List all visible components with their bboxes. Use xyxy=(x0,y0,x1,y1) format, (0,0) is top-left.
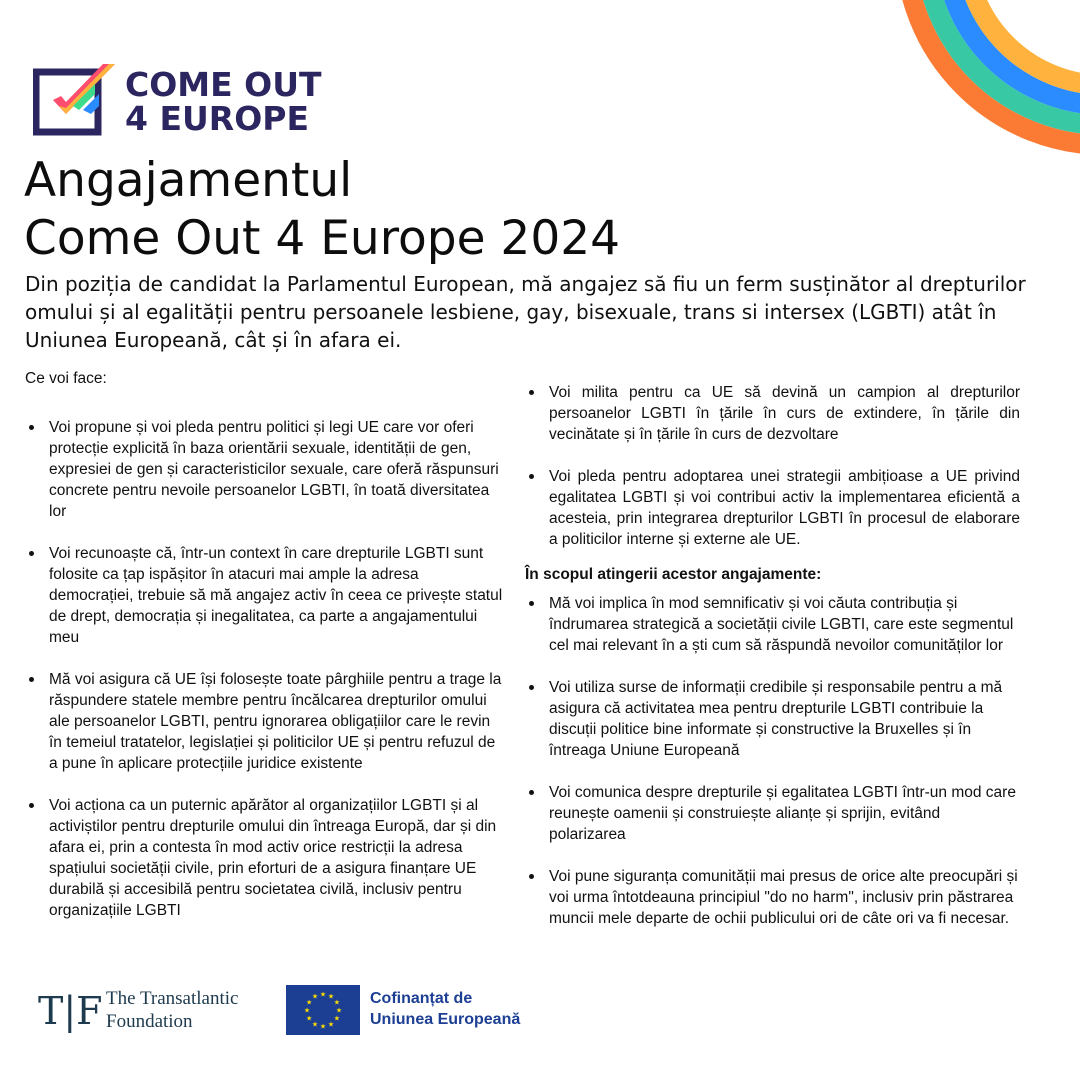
eu-cofunded-label xyxy=(370,988,520,1030)
eu-line-1: Cofinanțat de xyxy=(370,990,473,1007)
eu-star: ★ xyxy=(327,1021,335,1029)
list-item: Voi pune siguranța comunității mai presus de orice alte preocupări și voi urma întotdeauna principiul "do no harm", inclusiv prin păstrarea muncii mele departe de ochii publicului ori de câte ori va fi necesar. xyxy=(525,866,1020,929)
transatlantic-foundation-logo xyxy=(38,985,278,1035)
title-line-1: Angajamentul xyxy=(24,153,353,208)
checkbox-rainbow-icon xyxy=(33,62,119,138)
page-title xyxy=(24,152,620,268)
list-item: Voi utiliza surse de informații credibile și responsabile pentru a mă asigura că activitatea mea pentru drepturile LGBTI contribuie la discuții politice bine informate și constructive la Bruxelles și în întreaga Uniune Europeană xyxy=(525,677,1020,761)
rainbow-arc-decoration xyxy=(900,0,1080,160)
tf-wordmark xyxy=(106,987,238,1033)
right-column xyxy=(525,382,1020,950)
list-item: Voi propune și voi pleda pentru politici și legi UE care vor oferi protecție explicită în baza orientării sexuale, identității de gen, expresiei de gen și caracteristicilor sexuale, care oferă răspunsuri concrete pentru nevoile persoanelor LGBTI, în toată diversitatea lor xyxy=(25,417,505,522)
tf-line-2: Foundation xyxy=(106,1011,193,1032)
eu-star: ★ xyxy=(327,993,335,1001)
eu-star: ★ xyxy=(306,999,313,1007)
eu-star: ★ xyxy=(311,1021,319,1029)
eu-star: ★ xyxy=(311,993,319,1001)
left-column xyxy=(25,368,505,942)
eu-star: ★ xyxy=(303,1007,311,1015)
commitments-list-continued xyxy=(525,382,1020,550)
eu-flag-icon xyxy=(286,985,360,1035)
list-item: Voi milita pentru ca UE să devină un campion al drepturilor persoanelor LGBTI în țările în curs de extindere, în țările din vecinătate și în țările în curs de dezvoltare xyxy=(525,382,1020,445)
come-out-4-europe-logo xyxy=(33,62,353,142)
eu-star: ★ xyxy=(333,999,340,1007)
eu-line-2: Uniunea Europeană xyxy=(370,1011,521,1028)
logo-line-1: COME OUT xyxy=(125,65,322,104)
eu-star: ★ xyxy=(333,1015,340,1023)
actions-list xyxy=(525,593,1020,929)
list-item: Mă voi implica în mod semnificativ și voi căuta contribuția și îndrumarea strategică a societății civile LGBTI, care este segmentul cel mai relevant în a ști cum să răspundă nevoilor comunităților lor xyxy=(525,593,1020,656)
list-item: Voi pleda pentru adoptarea unei strategii ambițioase a UE privind egalitatea LGBTI și voi contribui activ la implementarea eficientă a acesteia, prin integrarea drepturilor LGBTI în procesul de elaborare a politicilor interne și externe ale UE. xyxy=(525,466,1020,550)
eu-star: ★ xyxy=(319,991,327,999)
list-item: Voi recunoaște că, într-un context în care drepturile LGBTI sunt folosite ca țap ispășitor în atacuri mai ample la adresa democrației, trebuie să mă angajez activ în ceea ce privește statul de drept, democrația și inegalitatea, ca parte a angajamentului meu xyxy=(25,543,505,648)
tf-monogram: T|F xyxy=(38,989,103,1033)
eu-star: ★ xyxy=(319,1023,327,1031)
intro-paragraph: Din poziția de candidat la Parlamentul European, mă angajez să fiu un ferm susținător al drepturilor omului și al egalității pentru persoanele lesbiene, gay, bisexuale, trans si intersex (LGBTI) atât în Uniunea Europeană, cât și în afara ei. xyxy=(25,272,1026,352)
eu-star: ★ xyxy=(335,1007,343,1015)
logo-line-2: 4 EUROPE xyxy=(125,99,309,138)
section-lead: Ce voi face: xyxy=(25,370,107,387)
section-subheading: În scopul atingerii acestor angajamente: xyxy=(525,566,822,583)
title-line-2: Come Out 4 Europe 2024 xyxy=(24,211,621,266)
list-item: Mă voi asigura că UE își folosește toate pârghiile pentru a trage la răspundere statele membre pentru încălcarea drepturilor omului ale persoanelor LGBTI, pentru ignorarea obligațiilor care le revin în temeiul tratatelor, legislației și politicilor UE și pentru refuzul de a pune în aplicare protecțiile juridice existente xyxy=(25,669,505,774)
tf-line-1: The Transatlantic xyxy=(106,988,239,1009)
list-item: Voi acționa ca un puternic apărător al organizațiilor LGBTI și al activiștilor pentru drepturile omului din întreaga Europă, dar și din afara ei, prin a contesta în mod activ orice restricții la adresa spațiului societății civile, prin eforturi de a asigura finanțare UE durabilă și accesibilă pentru societatea civilă, inclusiv pentru organizațiile LGBTI xyxy=(25,795,505,921)
eu-star: ★ xyxy=(306,1015,313,1023)
commitments-list xyxy=(25,417,505,921)
list-item: Voi comunica despre drepturile și egalitatea LGBTI într-un mod care reunește oamenii și construiește alianțe și sprijin, evitând polarizarea xyxy=(525,782,1020,845)
